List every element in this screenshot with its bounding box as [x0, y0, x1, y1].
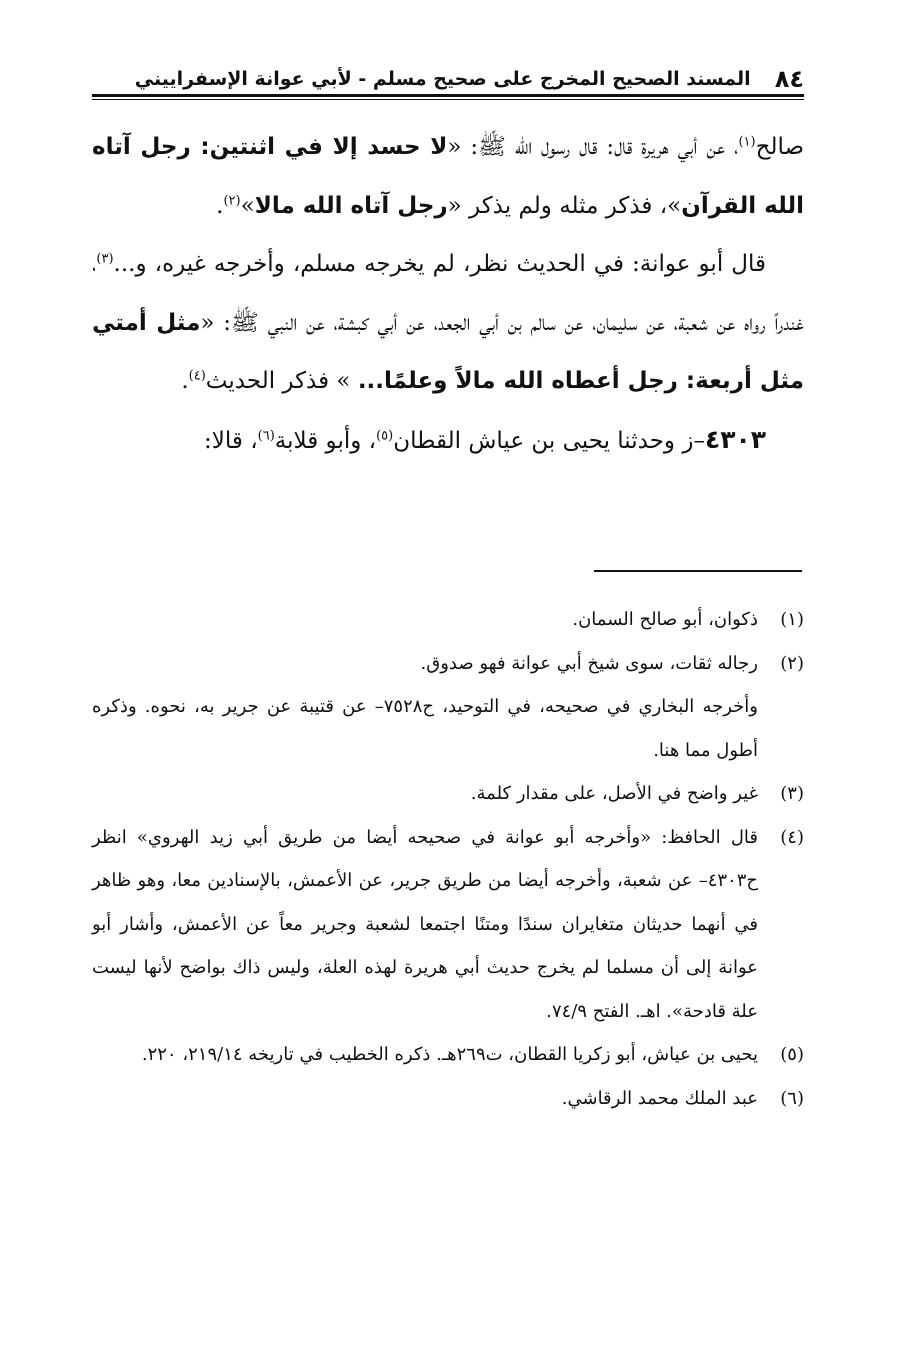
footnote-ref-1: (١) [738, 134, 756, 150]
footnote-number: (١) [780, 609, 804, 630]
footnote-text: قال الحافظ: «وأخرجه أبو عوانة في صحيحه أيضا من طريق أبي زيد الهروي» انظر ح٤٣٠٣– عن شعبة، وأخرجه أيضا من طريق جرير، عن الأعمش، بالإسنادين معا، وهو ظاهر في أنهما حديثان متغايران سندًا ومتنًا اجتمعا لشعبة وجرير معاً عن الأعمش، وأشار أبو عوانة إلى أن مسلما لم يخرج حديث أبي هريرة لهذه العلة، وليس ذاك بواضح لأنها ليست علة قادحة». اهـ. الفتح ٧٤/٩. [92, 826, 758, 1022]
footnote-5 [92, 1033, 804, 1077]
footnote-6 [92, 1077, 804, 1121]
footnotes [92, 598, 804, 1120]
text-span: »، فذكر مثله ولم يذكر « [447, 192, 682, 219]
text-span: ، غندراً رواه عن شعبة، عن سليمان، عن سالم بن أبي الجعد، عن أبي كبشة، عن النبي ﷺ: « [92, 251, 804, 336]
footnote-2-continuation: وأخرجه البخاري في صحيحه، في التوحيد، ح٧٥٢٨– عن قتيبة عن جرير به، نحوه. وذكره أطول مما هنا. [92, 696, 758, 761]
paragraph-3 [92, 411, 804, 471]
footnote-ref-2: (٢) [223, 192, 241, 208]
main-text [92, 118, 804, 470]
footnote-text: رجاله ثقات، سوى شيخ أبي عوانة فهو صدوق. [420, 652, 758, 674]
footnote-text: عبد الملك محمد الرقاشي. [561, 1087, 758, 1109]
header-rule-thin [92, 99, 804, 100]
footnote-number: (٣) [780, 783, 804, 804]
footnote-number: (٢) [780, 652, 804, 674]
text-span: –ز وحدثنا يحيى بن عياش القطان [393, 427, 705, 454]
footnote-2 [92, 642, 804, 686]
page-number: ٨٤ [774, 65, 804, 93]
footnote-text: غير واضح في الأصل، على مقدار كلمة. [470, 783, 758, 804]
footnote-4 [92, 816, 804, 1034]
footnote-text: ذكوان، أبو صالح السمان. [572, 609, 758, 630]
footnote-ref-3: (٣) [96, 251, 114, 267]
paragraph-2 [92, 235, 804, 411]
bold-hadith-text: لا حسد إلا في اثنتين: رجل آتاه الله القرآن [92, 134, 804, 219]
page-header [92, 58, 804, 94]
footnote-3 [92, 772, 804, 816]
bold-hadith-text: رجل آتاه الله مالا [254, 192, 448, 219]
hadith-number: ٤٣٠٣ [704, 424, 766, 454]
footnote-number: (٥) [780, 1044, 804, 1065]
text-span: ، وأبو قلابة [274, 427, 377, 454]
footnote-ref-6: (٦) [257, 427, 275, 443]
footnote-number: (٦) [780, 1087, 804, 1109]
text-span: . [216, 192, 224, 219]
text-span: » فذكر الحديث [205, 368, 358, 394]
text-span: قال أبو عوانة: في الحديث نظر، لم يخرجه مسلم، وأخرجه غيره، و... [113, 251, 766, 277]
text-span: صالح [755, 134, 804, 160]
footnote-number: (٤) [780, 826, 804, 848]
text-span: ، عن أبي هريرة قال: قال رسول الله ﷺ: « [447, 134, 739, 160]
bold-hadith-text: مثل أمتي مثل أربعة: رجل أعطاه الله مالاً وعلمًا... [92, 309, 804, 394]
footnote-ref-4: (٤) [188, 368, 206, 384]
footnote-1 [92, 598, 804, 642]
header-rule-thick [92, 94, 804, 97]
footnote-separator [594, 570, 802, 572]
text-span: » [240, 192, 255, 219]
text-span: . [181, 368, 189, 394]
footnote-ref-5: (٥) [376, 427, 394, 443]
text-span: ، قالا: [204, 427, 258, 454]
paragraph-1 [92, 118, 804, 235]
footnote-text: يحيى بن عياش، أبو زكريا القطان، ت٢٦٩هـ. ذكره الخطيب في تاريخه ٢١٩/١٤، ٢٢٠. [141, 1044, 758, 1065]
running-title: المسند الصحيح المخرج على صحيح مسلم - لأبي عوانة الإسفراييني [134, 68, 751, 90]
